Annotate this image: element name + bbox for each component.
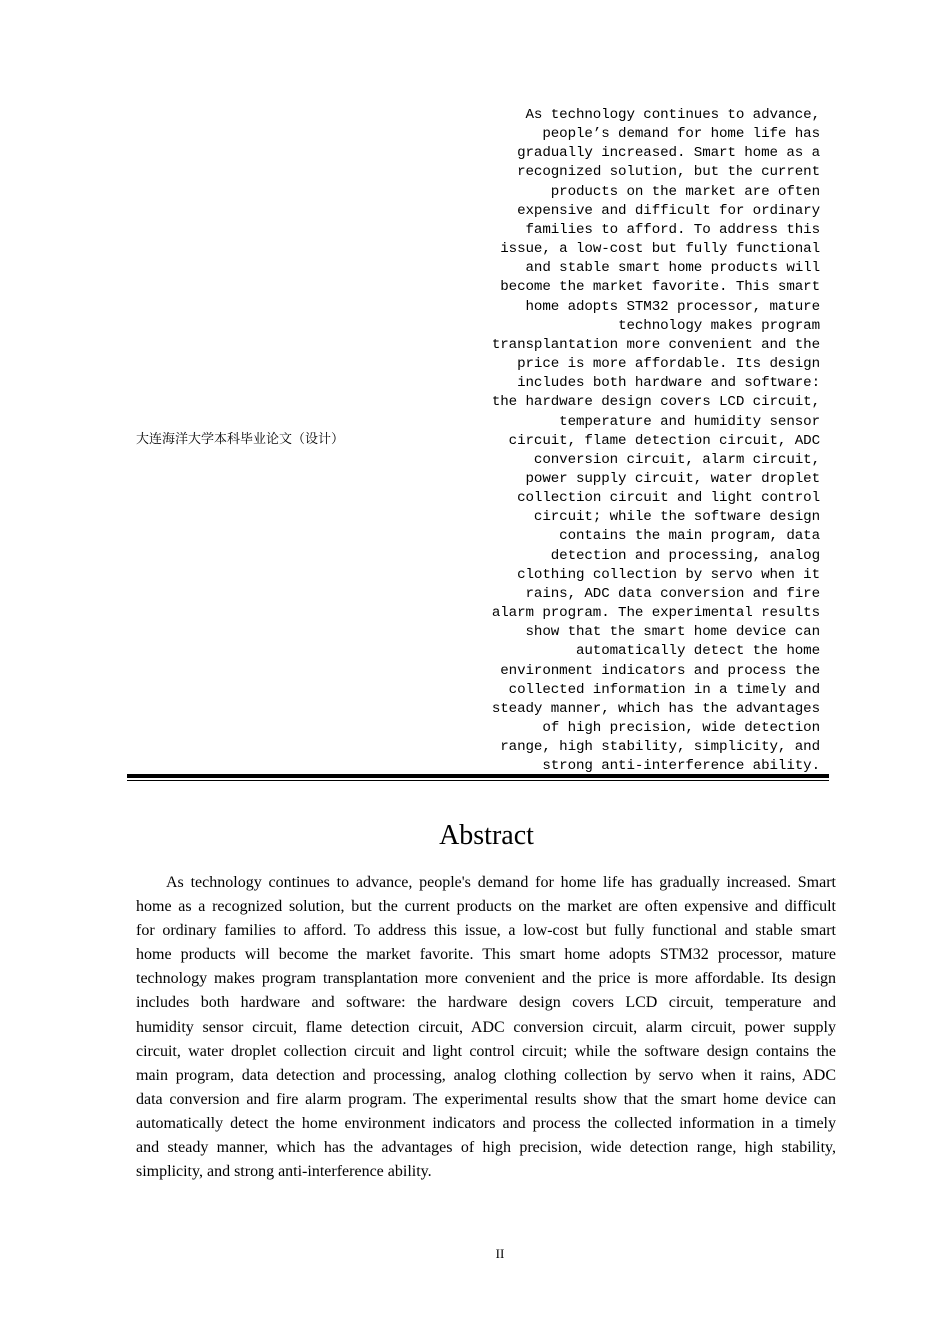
- header-text-line: expensive and difficult for ordinary: [517, 202, 820, 219]
- header-text-line: conversion circuit, alarm circuit,: [533, 451, 820, 468]
- header-text-line: circuit, flame detection circuit, ADC: [508, 432, 820, 449]
- body-text-line: humidity sensor circuit, flame detection circuit, ADC conversion circuit, alarm circuit, power supply: [136, 1018, 836, 1036]
- body-text-line: includes both hardware and software: the hardware design covers LCD circuit, temperature and: [136, 994, 836, 1012]
- body-text-line: for ordinary families to afford. To address this issue, a low-cost but fully functional and stable smart: [136, 922, 836, 940]
- body-text-line: automatically detect the home environment indicators and process the collected information in a timely: [136, 1114, 836, 1132]
- header-text-line: strong anti-interference ability.: [542, 758, 820, 775]
- header-text-line: recognized solution, but the current: [517, 164, 820, 181]
- header-rule-thin: [127, 780, 829, 781]
- header-text-line: rains, ADC data conversion and fire: [525, 585, 820, 602]
- page-title: Abstract: [439, 820, 534, 851]
- header-text-line: power supply circuit, water droplet: [525, 470, 820, 487]
- page-number: II: [495, 1246, 505, 1261]
- body-text-line: simplicity, and strong anti-interference ability.: [136, 1163, 432, 1181]
- header-text-line: As technology continues to advance,: [525, 107, 820, 123]
- header-text-line: detection and processing, analog: [550, 547, 820, 564]
- header-text-line: temperature and humidity sensor: [559, 413, 820, 430]
- header-text-line: automatically detect the home: [575, 643, 820, 660]
- header-text-line: collected information in a timely and: [508, 681, 820, 698]
- header-text-line: home adopts STM32 processor, mature: [525, 298, 820, 315]
- header-text-line: families to afford. To address this: [525, 221, 820, 238]
- header-university-label: 大连海洋大学本科毕业论文（设计）: [136, 432, 345, 447]
- header-text-line: environment indicators and process the: [500, 662, 820, 679]
- header-text-line: become the market favorite. This smart: [500, 279, 820, 296]
- header-rule-thick: [127, 774, 829, 778]
- header-text-line: gradually increased. Smart home as a: [517, 145, 820, 162]
- header-text-line: show that the smart home device can: [525, 624, 820, 641]
- header-text-line: collection circuit and light control: [517, 490, 820, 507]
- header-text-line: of high precision, wide detection: [542, 720, 820, 736]
- body-text-line: As technology continues to advance, people's demand for home life has gradually increased. Smart: [166, 874, 836, 891]
- header-text-line: products on the market are often: [550, 183, 820, 200]
- body-text-line: home as a recognized solution, but the current products on the market are often expensive and difficult: [136, 898, 836, 916]
- header-text-line: price is more affordable. Its design: [517, 356, 820, 373]
- header-text-line: circuit; while the software design: [533, 509, 820, 526]
- header-text-line: technology makes program: [618, 317, 820, 334]
- header-text-line: range, high stability, simplicity, and: [500, 739, 820, 756]
- body-text-line: data conversion and fire alarm program. The experimental results show that the smart home device can: [136, 1090, 836, 1108]
- header-text-line: includes both hardware and software:: [517, 375, 820, 392]
- body-text-line: home products will become the market favorite. This smart home adopts STM32 processor, mature: [136, 946, 836, 964]
- body-text-line: technology makes program transplantation more convenient and the price is more affordable. Its design: [136, 970, 836, 988]
- header-text-line: clothing collection by servo when it: [517, 566, 820, 583]
- header-abstract-text: [470, 106, 820, 776]
- abstract-body: [136, 871, 836, 1184]
- body-text-line: circuit, water droplet collection circuit and light control circuit; while the software design contains the: [136, 1042, 836, 1060]
- header-text-line: people’s demand for home life has: [542, 126, 820, 143]
- header-text-line: steady manner, which has the advantages: [491, 700, 820, 717]
- header-text-line: transplantation more convenient and the: [491, 336, 820, 353]
- header-text-line: contains the main program, data: [559, 528, 820, 545]
- header-text-line: issue, a low-cost but fully functional: [500, 241, 820, 258]
- header-text-line: alarm program. The experimental results: [491, 605, 820, 622]
- body-text-line: main program, data detection and processing, analog clothing collection by servo when it rains, ADC: [136, 1066, 836, 1084]
- header-text-line: the hardware design covers LCD circuit,: [491, 394, 820, 411]
- body-text-line: and steady manner, which has the advantages of high precision, wide detection range, high stability,: [136, 1139, 836, 1157]
- header-text-line: and stable smart home products will: [525, 260, 820, 277]
